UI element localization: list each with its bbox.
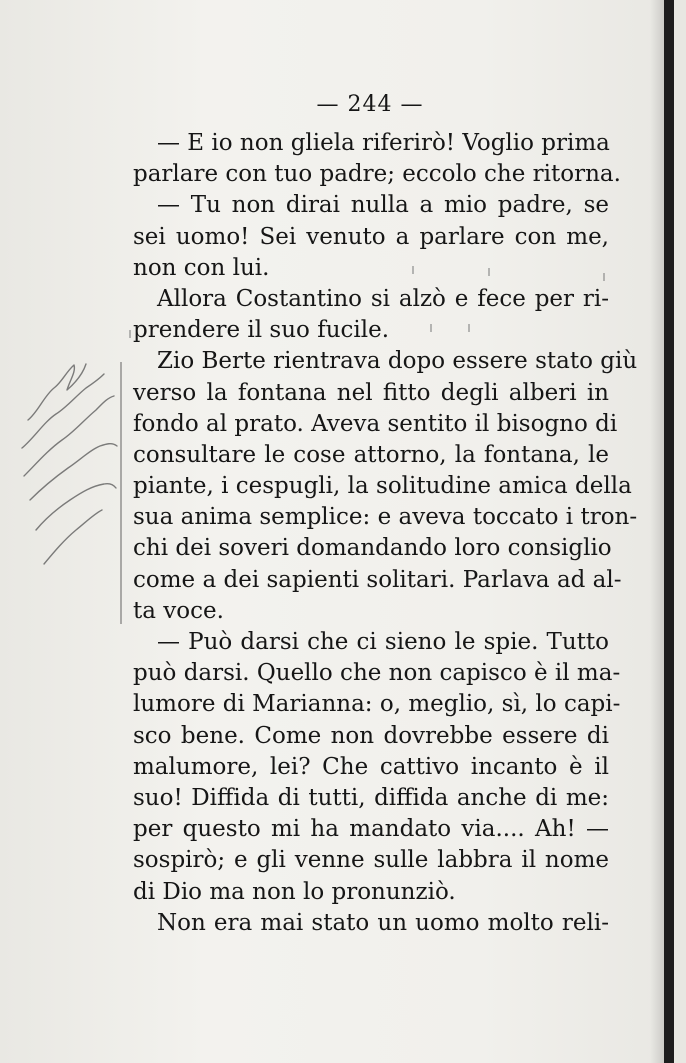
margin-vertical-mark xyxy=(120,362,122,624)
text-line: lumore di Marianna: o, meglio, sì, lo capi- xyxy=(133,691,621,718)
text-line: non con lui. xyxy=(133,254,270,281)
text-line: ta voce. xyxy=(133,597,224,624)
handwritten-note-scribble xyxy=(10,350,130,590)
text-line: — Tu non dirai nulla a mio padre, se xyxy=(157,192,609,219)
text-line: sospirò; e gli venne sulle labbra il nome xyxy=(133,847,609,874)
text-line: sua anima semplice: e aveva toccato i tron- xyxy=(133,504,638,531)
text-line: di Dio ma non lo pronunziò. xyxy=(133,878,456,905)
text-line: verso la fontana nel fitto degli alberi in xyxy=(133,379,609,406)
text-line: Zio Berte rientrava dopo essere stato giù xyxy=(157,348,638,375)
body-text xyxy=(133,128,638,939)
text-line: Allora Costantino si alzò e fece per ri- xyxy=(157,285,609,312)
text-line: parlare con tuo padre; eccolo che ritorna. xyxy=(133,161,621,188)
text-line: prendere il suo fucile. xyxy=(133,317,390,344)
page-number: — 244 — xyxy=(316,92,424,117)
text-line: può darsi. Quello che non capisco è il ma- xyxy=(133,660,621,687)
text-line: piante, i cespugli, la solitudine amica della xyxy=(133,473,632,500)
text-line: consultare le cose attorno, la fontana, le xyxy=(133,441,609,468)
text-line: chi dei soveri domandando loro consiglio xyxy=(133,535,612,562)
text-line: — Può darsi che ci sieno le spie. Tutto xyxy=(157,629,609,655)
text-line: per questo mi ha mandato via.... Ah! — xyxy=(133,816,609,843)
handwritten-margin-note xyxy=(10,350,130,590)
text-line: fondo al prato. Aveva sentito il bisogno di xyxy=(133,410,618,437)
text-line: Non era mai stato un uomo molto reli- xyxy=(157,909,609,936)
print-speck xyxy=(129,330,131,338)
binding-shadow xyxy=(650,0,664,1063)
text-line: suo! Diffida di tutti, diffida anche di me: xyxy=(133,784,609,811)
text-line: sei uomo! Sei venuto a parlare con me, xyxy=(133,223,609,250)
text-line: malumore, lei? Che cattivo incanto è il xyxy=(133,753,609,780)
text-line: sco bene. Come non dovrebbe essere di xyxy=(133,722,609,749)
text-line: come a dei sapienti solitari. Parlava ad al- xyxy=(133,566,622,593)
binding-edge xyxy=(664,0,674,1063)
text-line: — E io non gliela riferirò! Voglio prima xyxy=(157,130,610,156)
